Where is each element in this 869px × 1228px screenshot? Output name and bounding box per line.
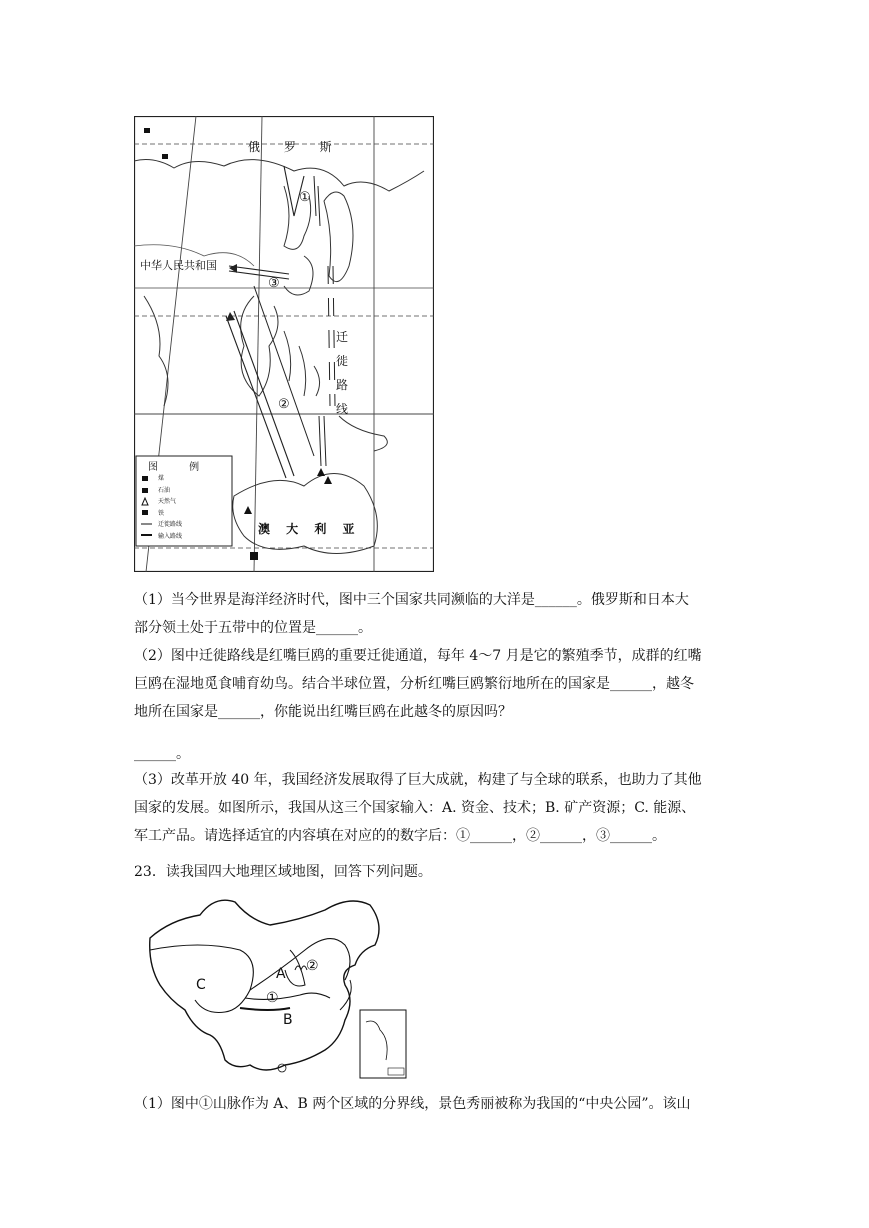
q22-part2-line2: 巨鸥在湿地觅食哺育幼鸟。结合半球位置，分析红嘴巨鸥繁衍地所在的国家是______，越冬 [134,676,694,692]
q22-part3 [134,766,744,850]
q22-part2-line3: 地所在国家是______，你能说出红嘴巨鸥在此越冬的原因吗？ [134,704,512,720]
legend-input: 输入路线 [158,532,183,540]
region-label-c: C [196,977,206,993]
mountain-marker-1: ① [266,990,279,1006]
route-char-1: 迁 [336,330,349,344]
legend-items [158,473,182,542]
q22-part3-line3: 军工产品。请选择适宜的内容填在对应的的数字后：①______，②______，③______。 [134,828,666,844]
legend-migration: 迁徙路线 [158,521,183,528]
q23-title: 23．读我国四大地理区域地图，回答下列问题。 [134,864,432,880]
route-char-3: 路 [336,378,349,392]
q22-part1 [134,586,744,642]
label-russia: 俄 罗 斯 [248,140,342,154]
label-china: 中华人民共和国 [140,259,217,272]
route-char-4: 线 [336,402,349,416]
legend-title: 图 例 [148,462,214,473]
legend-iron: 铁 [158,509,165,517]
q22-part3-line1: （3）改革开放 40 年，我国经济发展取得了巨大成就，构建了与全球的联系，也助力了其他 [134,772,702,788]
region-label-b: B [283,1012,293,1028]
q22-part2 [134,642,744,726]
route-label [336,325,350,421]
marker-2-map2: ② [306,958,319,974]
legend-gas: 天然气 [158,498,177,505]
marker-3: ③ [268,276,280,291]
q22-part1-line1: （1）当今世界是海洋经济时代，图中三个国家共同濒临的大洋是______。俄罗斯和日本大 [134,592,689,608]
route-char-2: 徙 [336,354,349,368]
q22-answer-blank: ______。 [134,746,190,762]
legend-oil: 石油 [158,486,171,494]
label-australia: 澳 大 利 亚 [258,522,361,536]
legend-coal: 煤 [158,475,165,482]
q22-part3-line2: 国家的发展。如图所示，我国从这三个国家输入：A. 资金、技术；B. 矿产资源；C. 能源、 [134,800,696,816]
marker-2: ② [278,397,290,412]
q23-part1: （1）图中①山脉作为 A、B 两个区域的分界线，景色秀丽被称为我国的“中央公园”。该山 [134,1096,691,1112]
marker-1: ① [299,190,311,205]
q22-part1-line2: 部分领土处于五带中的位置是______。 [134,620,372,636]
china-regions-map [140,890,410,1082]
region-label-a: A [276,966,286,982]
q22-part2-line1: （2）图中迁徙路线是红嘴巨鸥的重要迁徙通道，每年 4～7 月是它的繁殖季节，成群的红嘴 [134,648,702,664]
